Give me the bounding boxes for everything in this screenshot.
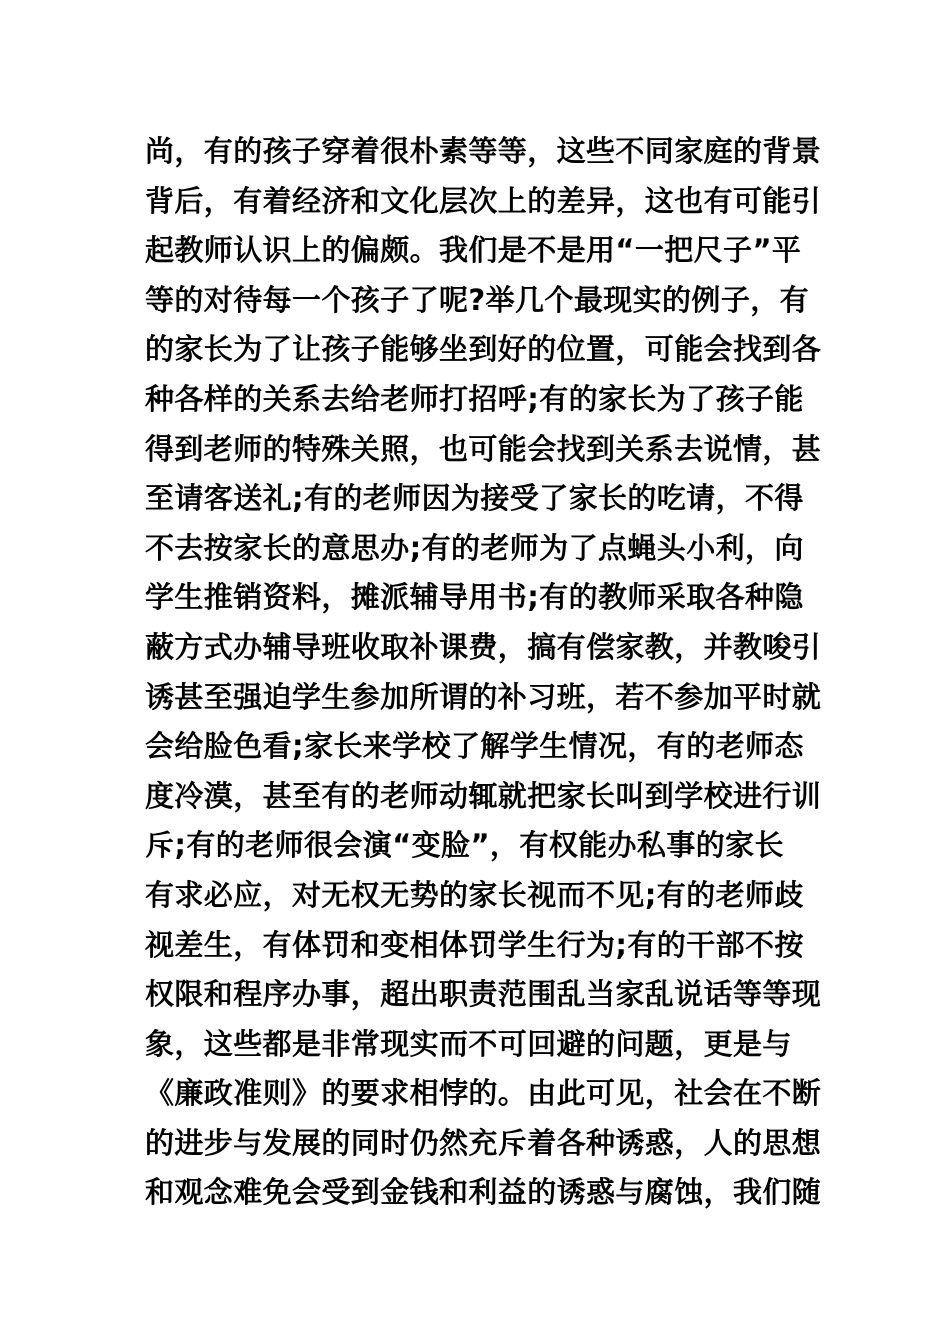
text-line-9: 不去按家长的意思办;有的老师为了点蝇头小利，向 bbox=[145, 530, 804, 565]
text-line-6: 种各样的关系去给老师打招呼;有的家长为了孩子能 bbox=[145, 381, 804, 416]
text-line-19: 象，这些都是非常现实而不可回避的问题，更是与 bbox=[145, 1026, 792, 1061]
text-line-3: 起教师认识上的偏颇。我们是不是用“一把尺子”平 bbox=[145, 233, 802, 268]
text-line-10: 学生推销资料，摊派辅导用书;有的教师采取各种隐 bbox=[145, 580, 804, 615]
text-line-5: 的家长为了让孩子能够坐到好的位置，可能会找到各 bbox=[145, 332, 822, 367]
text-line-20: 《廉政准则》的要求相悖的。由此可见，社会在不断 bbox=[145, 1076, 822, 1111]
text-line-22: 和观念难免会受到金钱和利益的诱惑与腐蚀，我们随 bbox=[145, 1175, 822, 1210]
text-line-13: 会给脸色看;家长来学校了解学生情况，有的老师态 bbox=[145, 729, 804, 764]
text-line-17: 视差生，有体罚和变相体罚学生行为;有的干部不按 bbox=[145, 927, 804, 962]
text-line-18: 权限和程序办事，超出职责范围乱当家乱说话等等现 bbox=[145, 977, 822, 1012]
text-line-14: 度冷漠，甚至有的老师动辄就把家长叫到学校进行训 bbox=[145, 778, 822, 813]
text-line-16: 有求必应，对无权无势的家长视而不见;有的老师歧 bbox=[145, 877, 804, 912]
text-line-21: 的进步与发展的同时仍然充斥着各种诱惑，人的思想 bbox=[145, 1125, 822, 1160]
text-line-12: 诱甚至强迫学生参加所谓的补习班，若不参加平时就 bbox=[145, 679, 822, 714]
text-line-1: 尚，有的孩子穿着很朴素等等，这些不同家庭的背景 bbox=[145, 134, 822, 168]
text-line-4: 等的对待每一个孩子了呢?举几个最现实的例子，有 bbox=[145, 282, 810, 317]
text-line-11: 蔽方式办辅导班收取补课费，搞有偿家教，并教唆引 bbox=[145, 629, 822, 664]
text-line-2: 背后，有着经济和文化层次上的差异，这也有可能引 bbox=[145, 183, 822, 218]
text-line-7: 得到老师的特殊关照，也可能会找到关系去说情，甚 bbox=[145, 431, 822, 466]
text-line-8: 至请客送礼;有的老师因为接受了家长的吃请，不得 bbox=[145, 481, 804, 516]
body-text bbox=[145, 127, 822, 1218]
text-line-15: 斥;有的老师很会演“变脸”，有权能办私事的家长 bbox=[145, 828, 784, 863]
